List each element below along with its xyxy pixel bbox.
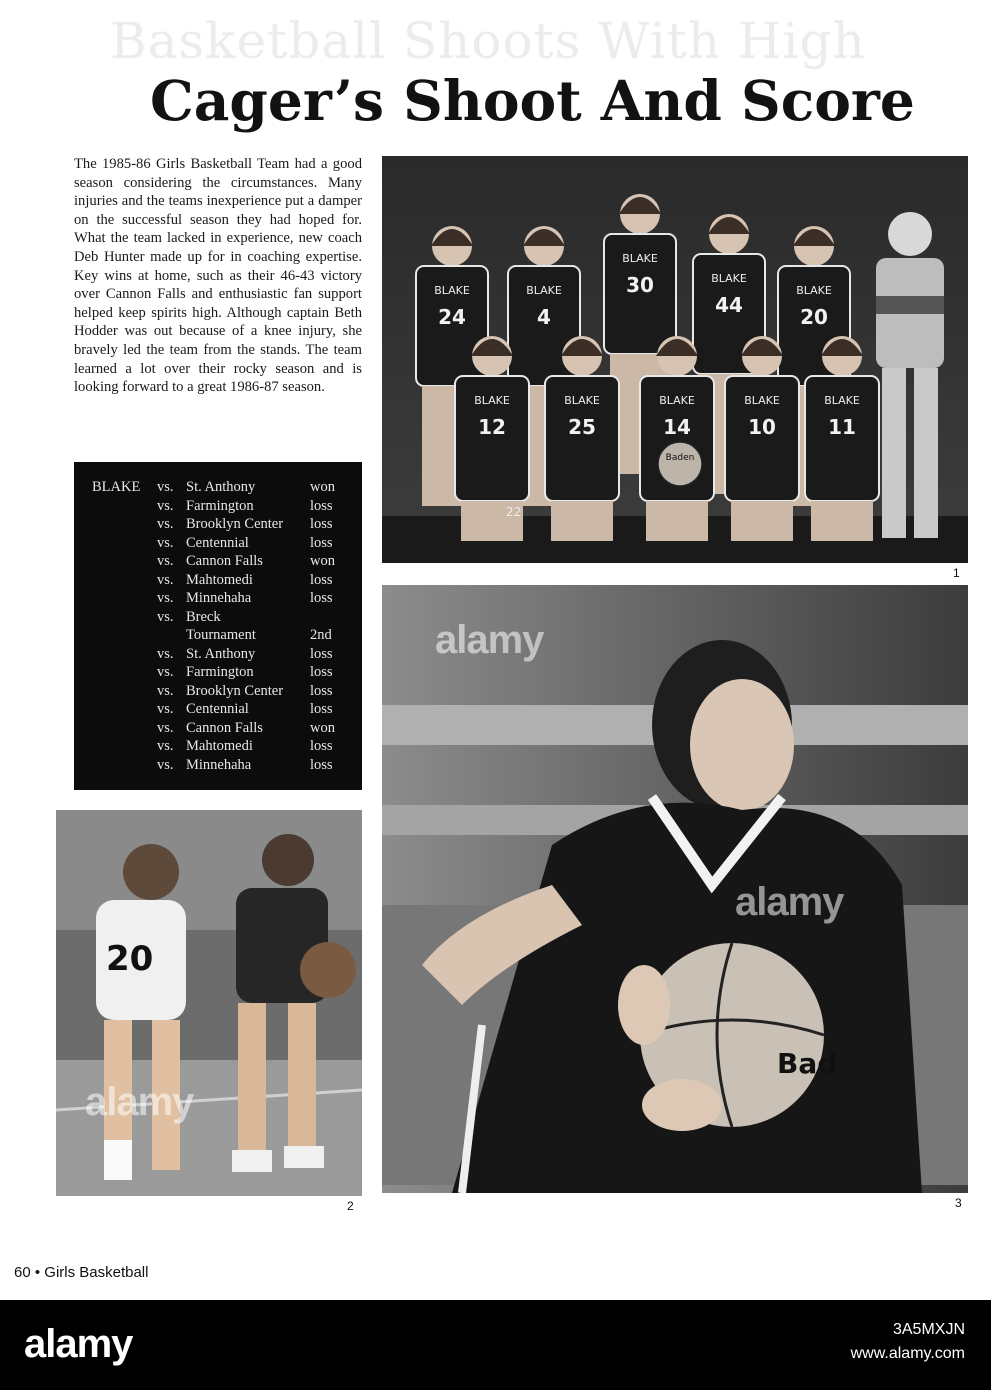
schedule-result: loss <box>310 682 333 699</box>
schedule-vs: vs. <box>157 719 174 736</box>
schedule-team: BLAKE <box>92 479 141 495</box>
watermark: alamy <box>735 880 844 924</box>
photo-3-ball-text: Bad <box>777 1047 838 1080</box>
schedule-opponent: Centennial <box>186 701 249 717</box>
schedule-opponent: Tournament <box>186 627 256 643</box>
schedule-vs: vs. <box>157 553 174 569</box>
schedule-vs: vs. <box>157 608 174 625</box>
schedule-row <box>74 627 362 646</box>
schedule-opponent: Minnehaha <box>186 590 252 606</box>
schedule-row <box>74 498 362 517</box>
player-legs <box>731 501 793 541</box>
jersey-text: BLAKE <box>434 284 470 297</box>
schedule-opponent: St. Anthony <box>186 479 256 495</box>
team-photo <box>382 156 968 563</box>
schedule-vs: vs. <box>157 682 174 699</box>
page-folio: 60 • Girls Basketball <box>14 1264 149 1281</box>
schedule-vs: vs. <box>157 497 174 514</box>
jersey-text: BLAKE <box>622 252 658 265</box>
schedule-opponent: Cannon Falls <box>186 553 263 569</box>
schedule-result: won <box>310 479 335 495</box>
basketball <box>658 442 702 486</box>
schedule-row <box>74 720 362 739</box>
schedule-row <box>74 553 362 572</box>
schedule-vs: vs. <box>157 756 174 773</box>
watermark: alamy <box>435 618 544 662</box>
watermark: alamy <box>85 1080 194 1124</box>
schedule-result: loss <box>310 590 333 606</box>
jersey-number: 44 <box>715 293 743 317</box>
stock-footer-bar <box>0 1300 991 1390</box>
schedule-result: loss <box>310 516 333 532</box>
shorts-number: 22 <box>506 505 522 519</box>
player-legs <box>551 501 613 541</box>
jersey-text: BLAKE <box>564 394 600 407</box>
jersey-number: 4 <box>537 305 551 329</box>
schedule-result: 2nd <box>310 627 332 643</box>
schedule-result: loss <box>310 701 333 717</box>
schedule-row <box>74 535 362 554</box>
schedule-row <box>74 590 362 609</box>
jersey-text: BLAKE <box>796 284 832 297</box>
jersey-number: 14 <box>663 415 691 439</box>
jersey-text: BLAKE <box>659 394 695 407</box>
jersey-number: 20 <box>800 305 828 329</box>
schedule-row <box>74 701 362 720</box>
schedule-vs: vs. <box>157 479 174 495</box>
schedule-opponent: Mahtomedi <box>186 738 253 754</box>
photo-1-caption-number: 1 <box>953 566 960 580</box>
jersey-number: 10 <box>748 415 776 439</box>
schedule-opponent: Breck <box>186 608 221 625</box>
jersey-number: 11 <box>828 415 856 439</box>
schedule-opponent: Farmington <box>186 497 254 514</box>
schedule-row <box>74 757 362 776</box>
schedule-opponent: St. Anthony <box>186 645 256 662</box>
page-title: Cager’s Shoot And Score <box>150 68 915 133</box>
schedule-row <box>74 646 362 665</box>
schedule-vs: vs. <box>157 590 174 606</box>
schedule-vs: vs. <box>157 571 174 588</box>
schedule-row <box>74 664 362 683</box>
intro-paragraph: The 1985-86 Girls Basketball Team had a good season considering the circumstances. Many injuries and the teams inexperience put a damper on the successful season they had hoped for. What the team lacked in experience, new coach Deb Hunter made up for in coaching expertise. Key wins at home, such as their 46-43 victory over Cannon Falls and enthusiastic fan support helped keep spirits high. Although captain Beth Hodder was out because of a knee injury, she bravely led the team from the stands. The team learned a lot over their rocky season and is looking forward to a great 1986-87 season. <box>74 156 362 396</box>
schedule-opponent: Cannon Falls <box>186 719 263 736</box>
photo-2-jersey-number: 20 <box>106 939 154 979</box>
jersey-text: BLAKE <box>744 394 780 407</box>
schedule-row <box>74 738 362 757</box>
schedule-opponent: Mahtomedi <box>186 571 253 588</box>
schedule-opponent: Brooklyn Center <box>186 682 284 699</box>
schedule-result: won <box>310 553 335 569</box>
schedule-row <box>74 479 362 498</box>
site-url: www.alamy.com <box>850 1345 965 1362</box>
schedule-opponent: Farmington <box>186 664 254 680</box>
schedule-result: loss <box>310 534 333 551</box>
jersey-number: 25 <box>568 415 596 439</box>
jersey-number: 12 <box>478 415 506 439</box>
ball-text: Baden <box>665 453 695 463</box>
player-legs <box>646 501 708 541</box>
schedule-result: loss <box>310 497 333 514</box>
jersey-text: BLAKE <box>474 394 510 407</box>
schedule-row <box>74 516 362 535</box>
schedule-result: loss <box>310 738 333 754</box>
schedule-vs: vs. <box>157 516 174 532</box>
bleed-through-headline: Basketball Shoots With High <box>110 12 866 70</box>
jersey-number: 30 <box>626 273 654 297</box>
schedule-vs: vs. <box>157 738 174 754</box>
image-credit <box>851 1318 965 1366</box>
schedule-vs: vs. <box>157 701 174 717</box>
alamy-logo: alamy <box>24 1322 133 1366</box>
jersey-text: BLAKE <box>711 272 747 285</box>
schedule-vs: vs. <box>157 534 174 551</box>
photo-2-caption-number: 2 <box>347 1199 354 1213</box>
schedule-row <box>74 572 362 591</box>
jersey-number: 24 <box>438 305 466 329</box>
schedule-opponent: Brooklyn Center <box>186 516 284 532</box>
schedule-vs: vs. <box>157 664 174 680</box>
schedule-opponent: Minnehaha <box>186 756 252 773</box>
schedule-result: loss <box>310 571 333 588</box>
schedule-result: won <box>310 719 335 736</box>
game-action-photo <box>56 810 362 1196</box>
schedule-result: loss <box>310 645 333 662</box>
schedule-box <box>74 462 362 790</box>
schedule-row <box>74 609 362 628</box>
player-legs <box>811 501 873 541</box>
schedule-result: loss <box>310 756 333 773</box>
schedule-result: loss <box>310 664 333 680</box>
image-id: 3A5MXJN <box>892 1321 965 1338</box>
schedule-vs: vs. <box>157 645 174 662</box>
schedule-opponent: Centennial <box>186 534 249 551</box>
jersey-text: BLAKE <box>526 284 562 297</box>
photo-3-caption-number: 3 <box>955 1196 962 1210</box>
free-throw-photo <box>382 585 968 1193</box>
jersey-text: BLAKE <box>824 394 860 407</box>
schedule-row <box>74 683 362 702</box>
